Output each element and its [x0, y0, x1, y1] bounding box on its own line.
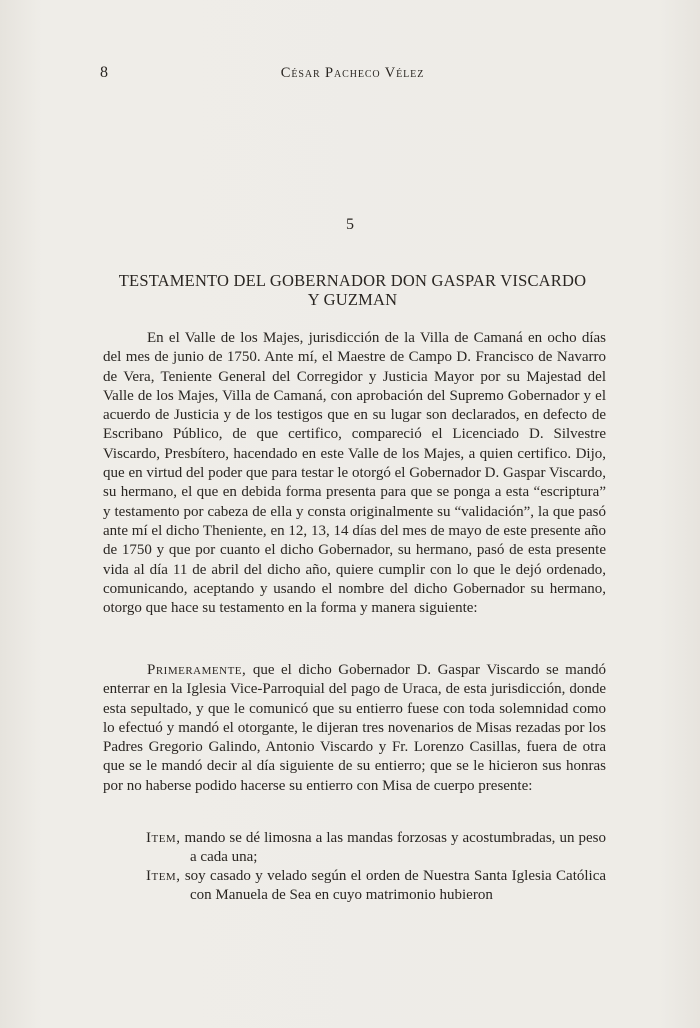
section-number: 5	[346, 216, 354, 233]
paragraph-primeramente	[103, 661, 606, 796]
item-lead-word: Item,	[146, 868, 181, 884]
list-item	[146, 867, 606, 906]
paragraph-intro: En el Valle de los Majes, jurisdicción de la Villa de Camaná en ocho días del mes de junio de 1750. Ante mí, el Maestre de Campo D. Francisco de Navarro de Vera, Teniente General del Corregidor y Justicia Mayor por su Majestad del Valle de los Majes, Villa de Camaná, con aprobación del Supremo Gobernador y el acuerdo de Justicia y de los testigos que en su lugar son declarados, en defecto de Escribano Público, de que certifico, compareció el Licenciado D. Silvestre Viscardo, Presbítero, hacendado en este Valle de los Majes, a quien certifico. Dijo, que en virtud del poder que para testar le otorgó el Gobernador D. Gaspar Viscardo, su hermano, el que en debida forma presenta para que se ponga a esta “escriptura” y testamento por cabeza de ella y consta originalmente su “validación”, la que pasó ante mí el dicho Theniente, en 12, 13, 14 días del mes de mayo de este presente año de 1750 y que por cuanto el dicho Gobernador, su hermano, pasó de esta presente vida al día 11 de abril del dicho año, quiere cumplir con lo que le dejó ordenado, comunicando, aceptando y usando el nombre del dicho Gobernador su hermano, otorgo que hace su testamento en la forma y manera siguiente:	[103, 330, 606, 617]
running-header	[100, 64, 605, 84]
document-title-line-1: TESTAMENTO DEL GOBERNADOR DON GASPAR VISCARDO	[118, 271, 587, 290]
document-title	[100, 271, 605, 309]
paragraph-lead-word: Primeramente,	[147, 662, 247, 678]
page-number: 8	[100, 64, 108, 81]
running-title: César Pacheco Vélez	[280, 65, 425, 81]
list-item	[146, 829, 606, 868]
document-title-line-2: Y GUZMAN	[307, 290, 398, 309]
item-lead-word: Item,	[146, 830, 181, 846]
item-text: soy casado y velado según el orden de Nuestra Santa Iglesia Católica con Manuela de Sea en cuyo matrimonio hubieron	[184, 868, 607, 904]
paragraph-body: que el dicho Gobernador D. Gaspar Viscardo se mandó enterrar en la Iglesia Vice-Parroquial del pago de Uraca, de esta jurisdicción, donde esta sepultado, y que le comunicó que su entierro fuese con toda solemnidad como lo efectuó y mandó el otorgante, le dijeran tres novenarios de Misas rezadas por los Padres Gregorio Galindo, Antonio Viscardo y Fr. Lorenzo Casillas, fuera de otra que se le mandó decir al día siguiente de su entierro; que se le hicieron sus honras por no haberse podido hacerse su entierro con Misa de cuerpo presente:	[103, 662, 606, 794]
item-text: mando se dé limosna a las mandas forzosas y acostumbradas, un peso a cada una;	[184, 830, 606, 866]
